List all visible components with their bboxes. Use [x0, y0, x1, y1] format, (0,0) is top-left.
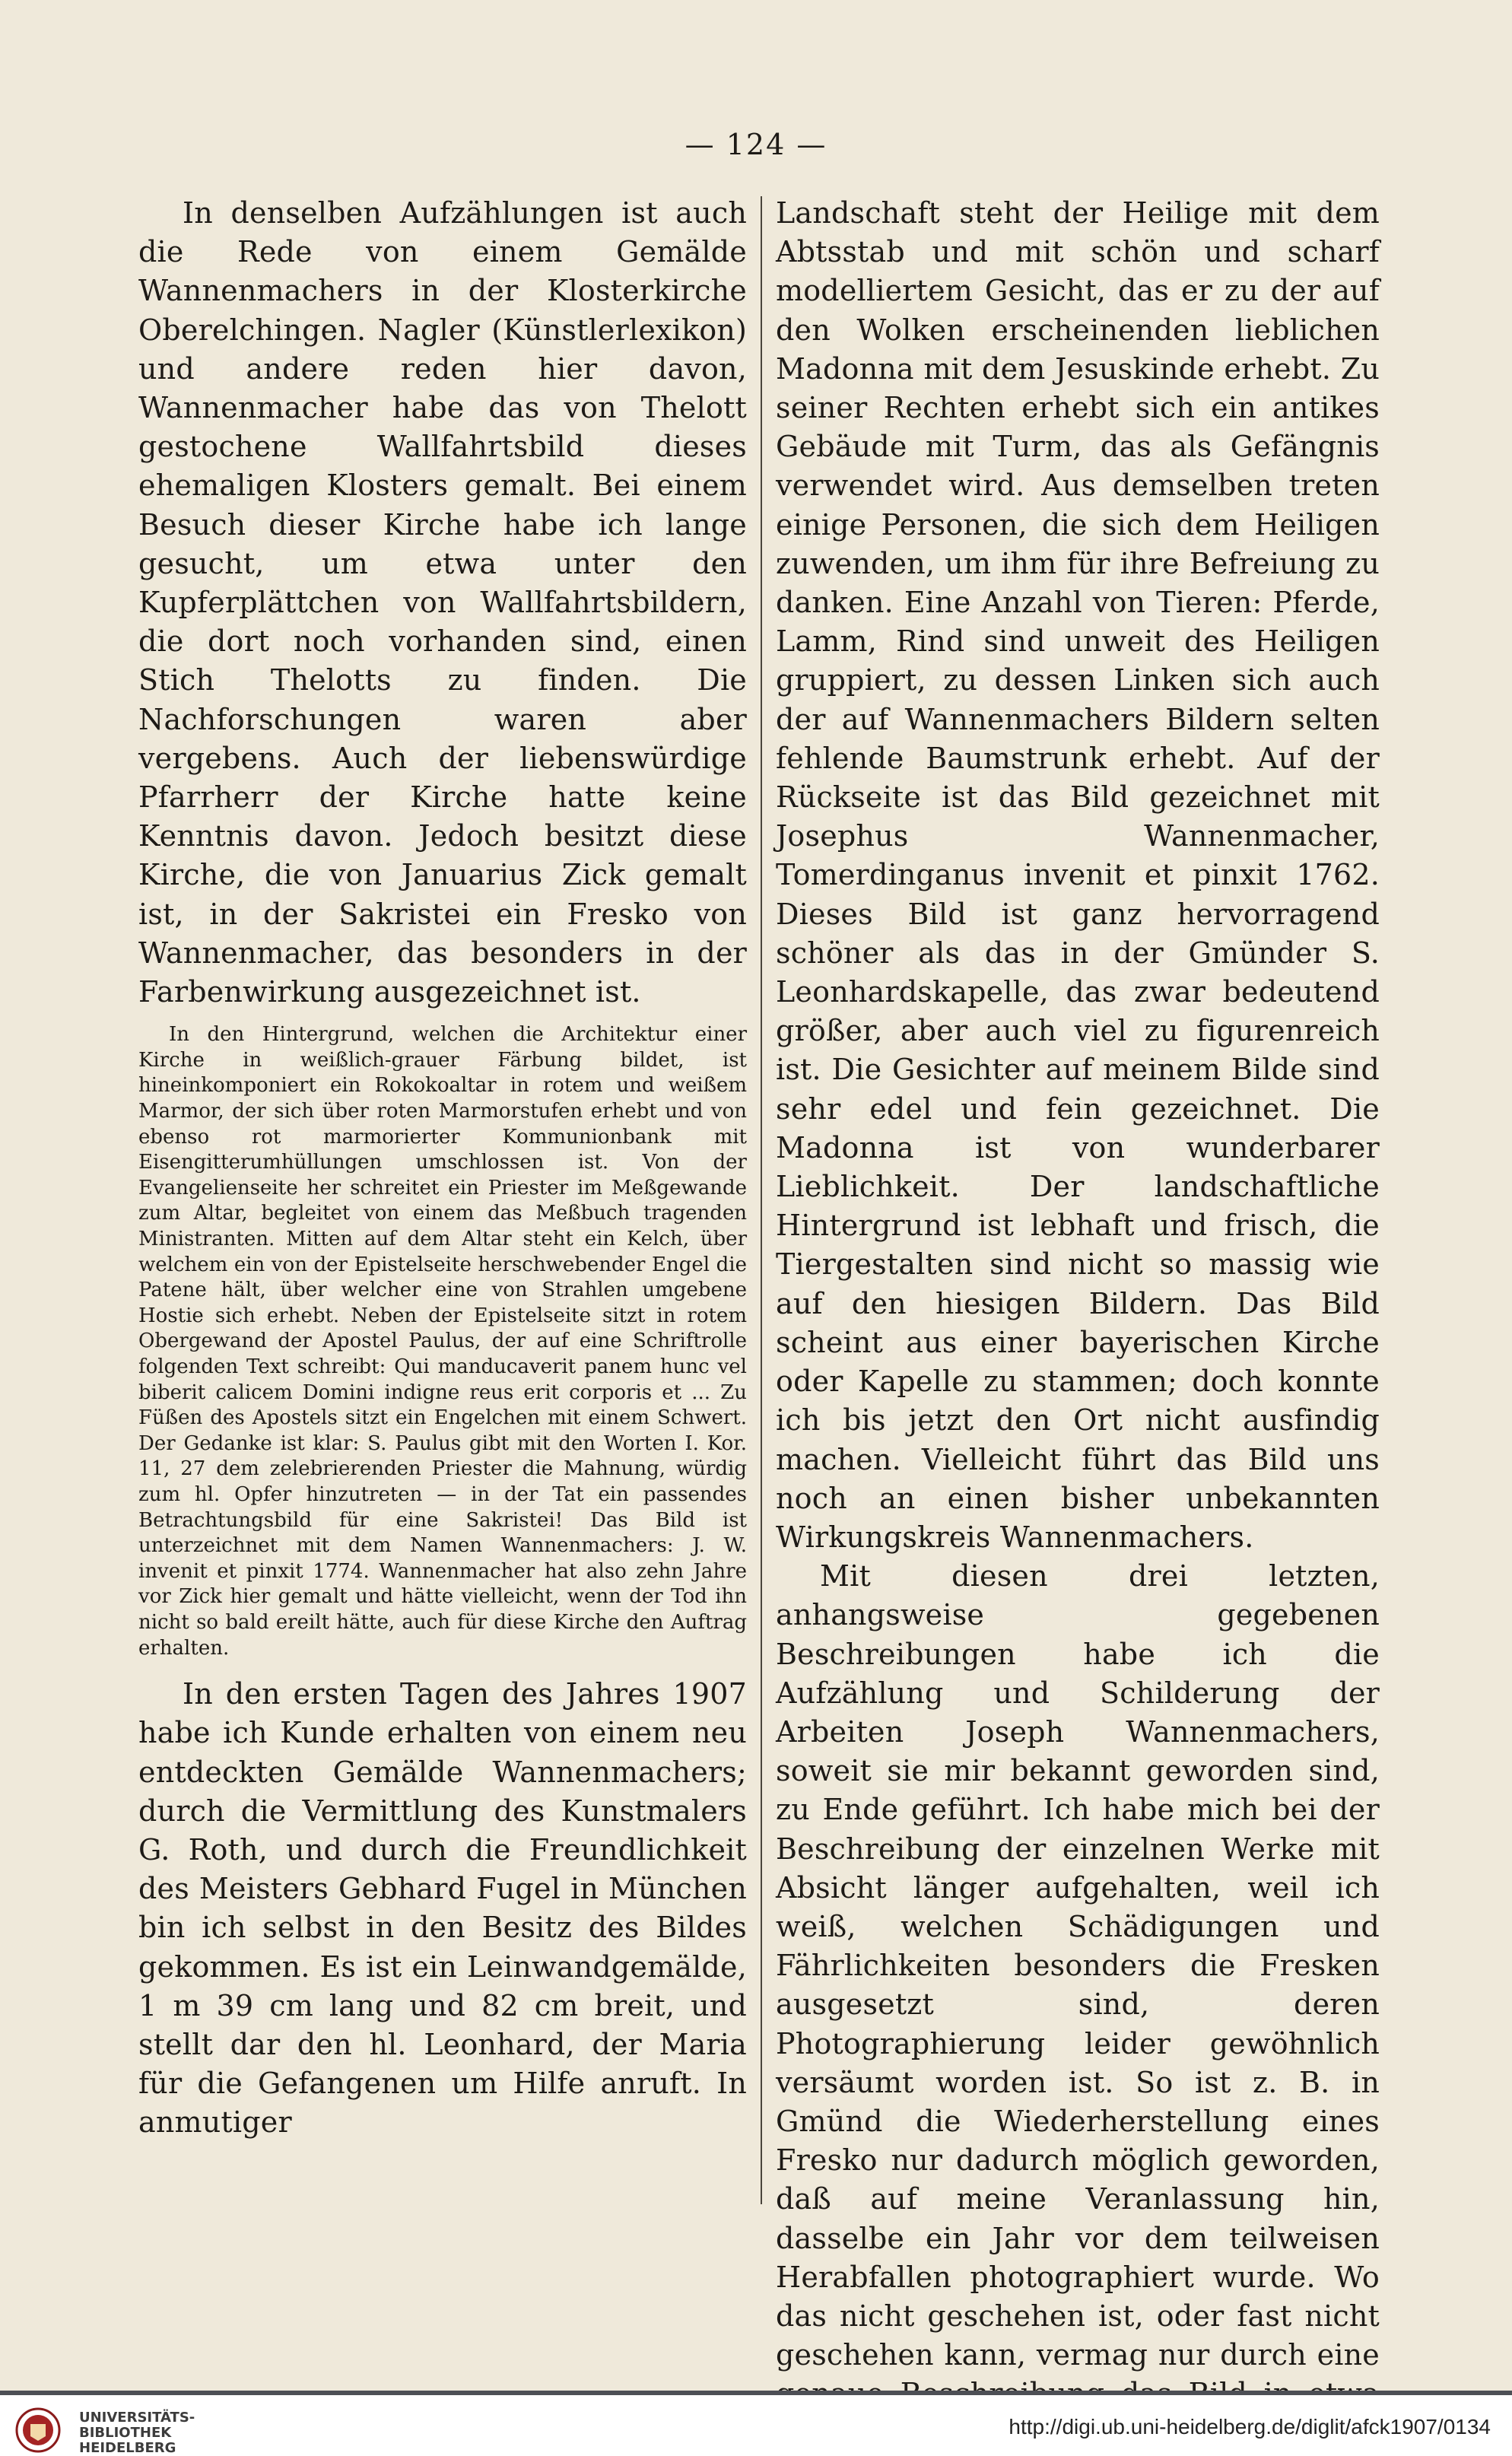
body-paragraph: In den ersten Tagen des Jahres 1907 habe ich Kunde erhalten von einem neu entdeckten Gemälde Wannenmachers; durch die Vermittlung des Kunstmalers G. Roth, und durch die Freundlichkeit des Meisters Gebhard Fugel in München bin ich selbst in den Besitz des Bildes gekommen. Es ist ein Leinwandgemälde, 1 m 39 cm lang und 82 cm breit, und stellt dar den hl. Leonhard, der Maria für die Gefangenen um Hilfe anruft. In anmutiger	[138, 1677, 747, 2140]
body-paragraph: In denselben Aufzählungen ist auch die Rede von einem Gemälde Wannenmachers in der Klosterkirche Oberelchingen. Nagler (Künstlerlexikon) und andere reden hier davon, Wannenmacher habe das von Thelott gestochene Wallfahrtsbild dieses ehemaligen Klosters gemalt. Bei einem Besuch dieser Kirche habe ich lange gesucht, um etwa unter den Kupferplättchen von Wallfahrtsbildern, die dort noch vorhanden sind, einen Stich Thelotts zu finden. Die Nachforschungen waren aber vergebens. Auch der liebenswürdige Pfarrherr der Kirche hatte keine Kenntnis davon. Jedoch besitzt diese Kirche, die von Januarius Zick gemalt ist, in der Sakristei ein Fresko von Wannenmacher, das besonders in der Farbenwirkung ausgezeichnet ist.	[138, 196, 747, 1009]
source-url-link[interactable]: http://digi.ub.uni-heidelberg.de/diglit/afck1907/0134	[1009, 2415, 1491, 2439]
library-name	[79, 2410, 195, 2456]
library-seal-icon	[15, 2407, 61, 2453]
body-paragraph: Landschaft steht der Heilige mit dem Abtsstab und mit schön und scharf modelliertem Gesicht, das er zu der auf den Wolken erscheinenden lieblichen Madonna mit dem Jesuskinde erhebt. Zu seiner Rechten erhebt sich ein antikes Gebäude mit Turm, das als Gefängnis verwendet wird. Aus demselben treten einige Personen, die sich dem Heiligen zuwenden, um ihm für ihre Befreiung zu danken. Eine Anzahl von Tieren: Pferde, Lamm, Rind sind unweit des Heiligen gruppiert, zu dessen Linken sich auch der auf Wannenmachers Bildern selten fehlende Baumstrunk erhebt. Auf der Rückseite ist das Bild gezeichnet mit Josephus Wannenmacher, Tomerdinganus invenit et pinxit 1762. Dieses Bild ist ganz hervorragend schöner als das in der Gmünder S. Leonhardskapelle, das zwar bedeutend größer, aber auch viel zu figurenreich ist. Die Gesichter auf meinem Bilde sind sehr edel und fein gezeichnet. Die Madonna ist von wunderbarer Lieblichkeit. Der landschaftliche Hintergrund ist lebhaft und frisch, die Tiergestalten sind nicht so massig wie auf den hiesigen Bildern. Das Bild scheint aus einer bayerischen Kirche oder Kapelle zu stammen; doch konnte ich bis jetzt den Ort nicht ausfindig machen. Vielleicht führt das Bild uns noch an einen bisher unbekannten Wirkungskreis Wannenmachers.	[776, 196, 1380, 1554]
library-name-line: HEIDELBERG	[79, 2440, 176, 2456]
footnote-paragraph: In den Hintergrund, welchen die Architektur einer Kirche in weißlich-grauer Färbung bildet, ist hineinkomponiert ein Rokokoaltar in rotem und weißem Marmor, der sich über roten Marmorstufen erhebt und von ebenso rot marmorierter Kommunionbank mit Eisengitterumhüllungen umschlossen ist. Von der Evangelienseite her schreitet ein Priester im Meßgewande zum Altar, begleitet von einem das Meßbuch tragenden Ministranten. Mitten auf dem Altar steht ein Kelch, über welchem ein von der Epistelseite herschwebender Engel die Patene hält, über welcher eine von Strahlen umgebene Hostie sich erhebt. Neben der Epistelseite sitzt in rotem Obergewand der Apostel Paulus, der auf eine Schriftrolle folgenden Text schreibt: Qui manducaverit panem hunc vel biberit calicem Domini indigne reus erit corporis et ... Zu Füßen des Apostels sitzt ein Engelchen mit einem Schwert. Der Gedanke ist klar: S. Paulus gibt mit den Worten I. Kor. 11, 27 dem zelebrierenden Priester die Mahnung, würdig zum hl. Opfer hinzutreten — in der Tat ein passendes Betrachtungsbild für eine Sakristei! Das Bild ist unterzeichnet mit dem Namen Wannenmachers: J. W. invenit et pinxit 1774. Wannenmacher hat also zehn Jahre vor Zick hier gemalt und hätte vielleicht, wenn der Tod ihn nicht so bald ereilt hätte, auch für diese Kirche den Auftrag erhalten.	[138, 1023, 747, 1660]
library-name-line: UNIVERSITÄTS-	[79, 2410, 195, 2426]
column-divider	[761, 196, 762, 2204]
body-paragraph: Mit diesen drei letzten, anhangsweise gegebenen Beschreibungen habe ich die Aufzählung und Schilderung der Arbeiten Joseph Wannenmachers, soweit sie mir bekannt geworden sind, zu Ende geführt. Ich habe mich bei der Beschreibung der einzelnen Werke mit Absicht länger aufgehalten, weil ich weiß, welchen Schädigungen und Fährlichkeiten besonders die Fresken ausgesetzt sind, deren Photographierung leider gewöhnlich versäumt worden ist. So ist z. B. in Gmünd die Wiederherstellung eines Fresko nur dadurch möglich geworden, daß auf meine Veranlassung hin, dasselbe ein Jahr vor dem teilweisen Herabfallen photographiert wurde. Wo das nicht geschehen ist, oder fast nicht geschehen kann, vermag nur durch eine	[776, 1559, 1380, 2372]
left-column	[138, 194, 747, 2143]
right-column	[776, 194, 1380, 2453]
library-name-line: BIBLIOTHEK	[79, 2425, 172, 2441]
page-number: — 124 —	[685, 128, 827, 161]
footer-bar	[0, 2395, 1512, 2456]
